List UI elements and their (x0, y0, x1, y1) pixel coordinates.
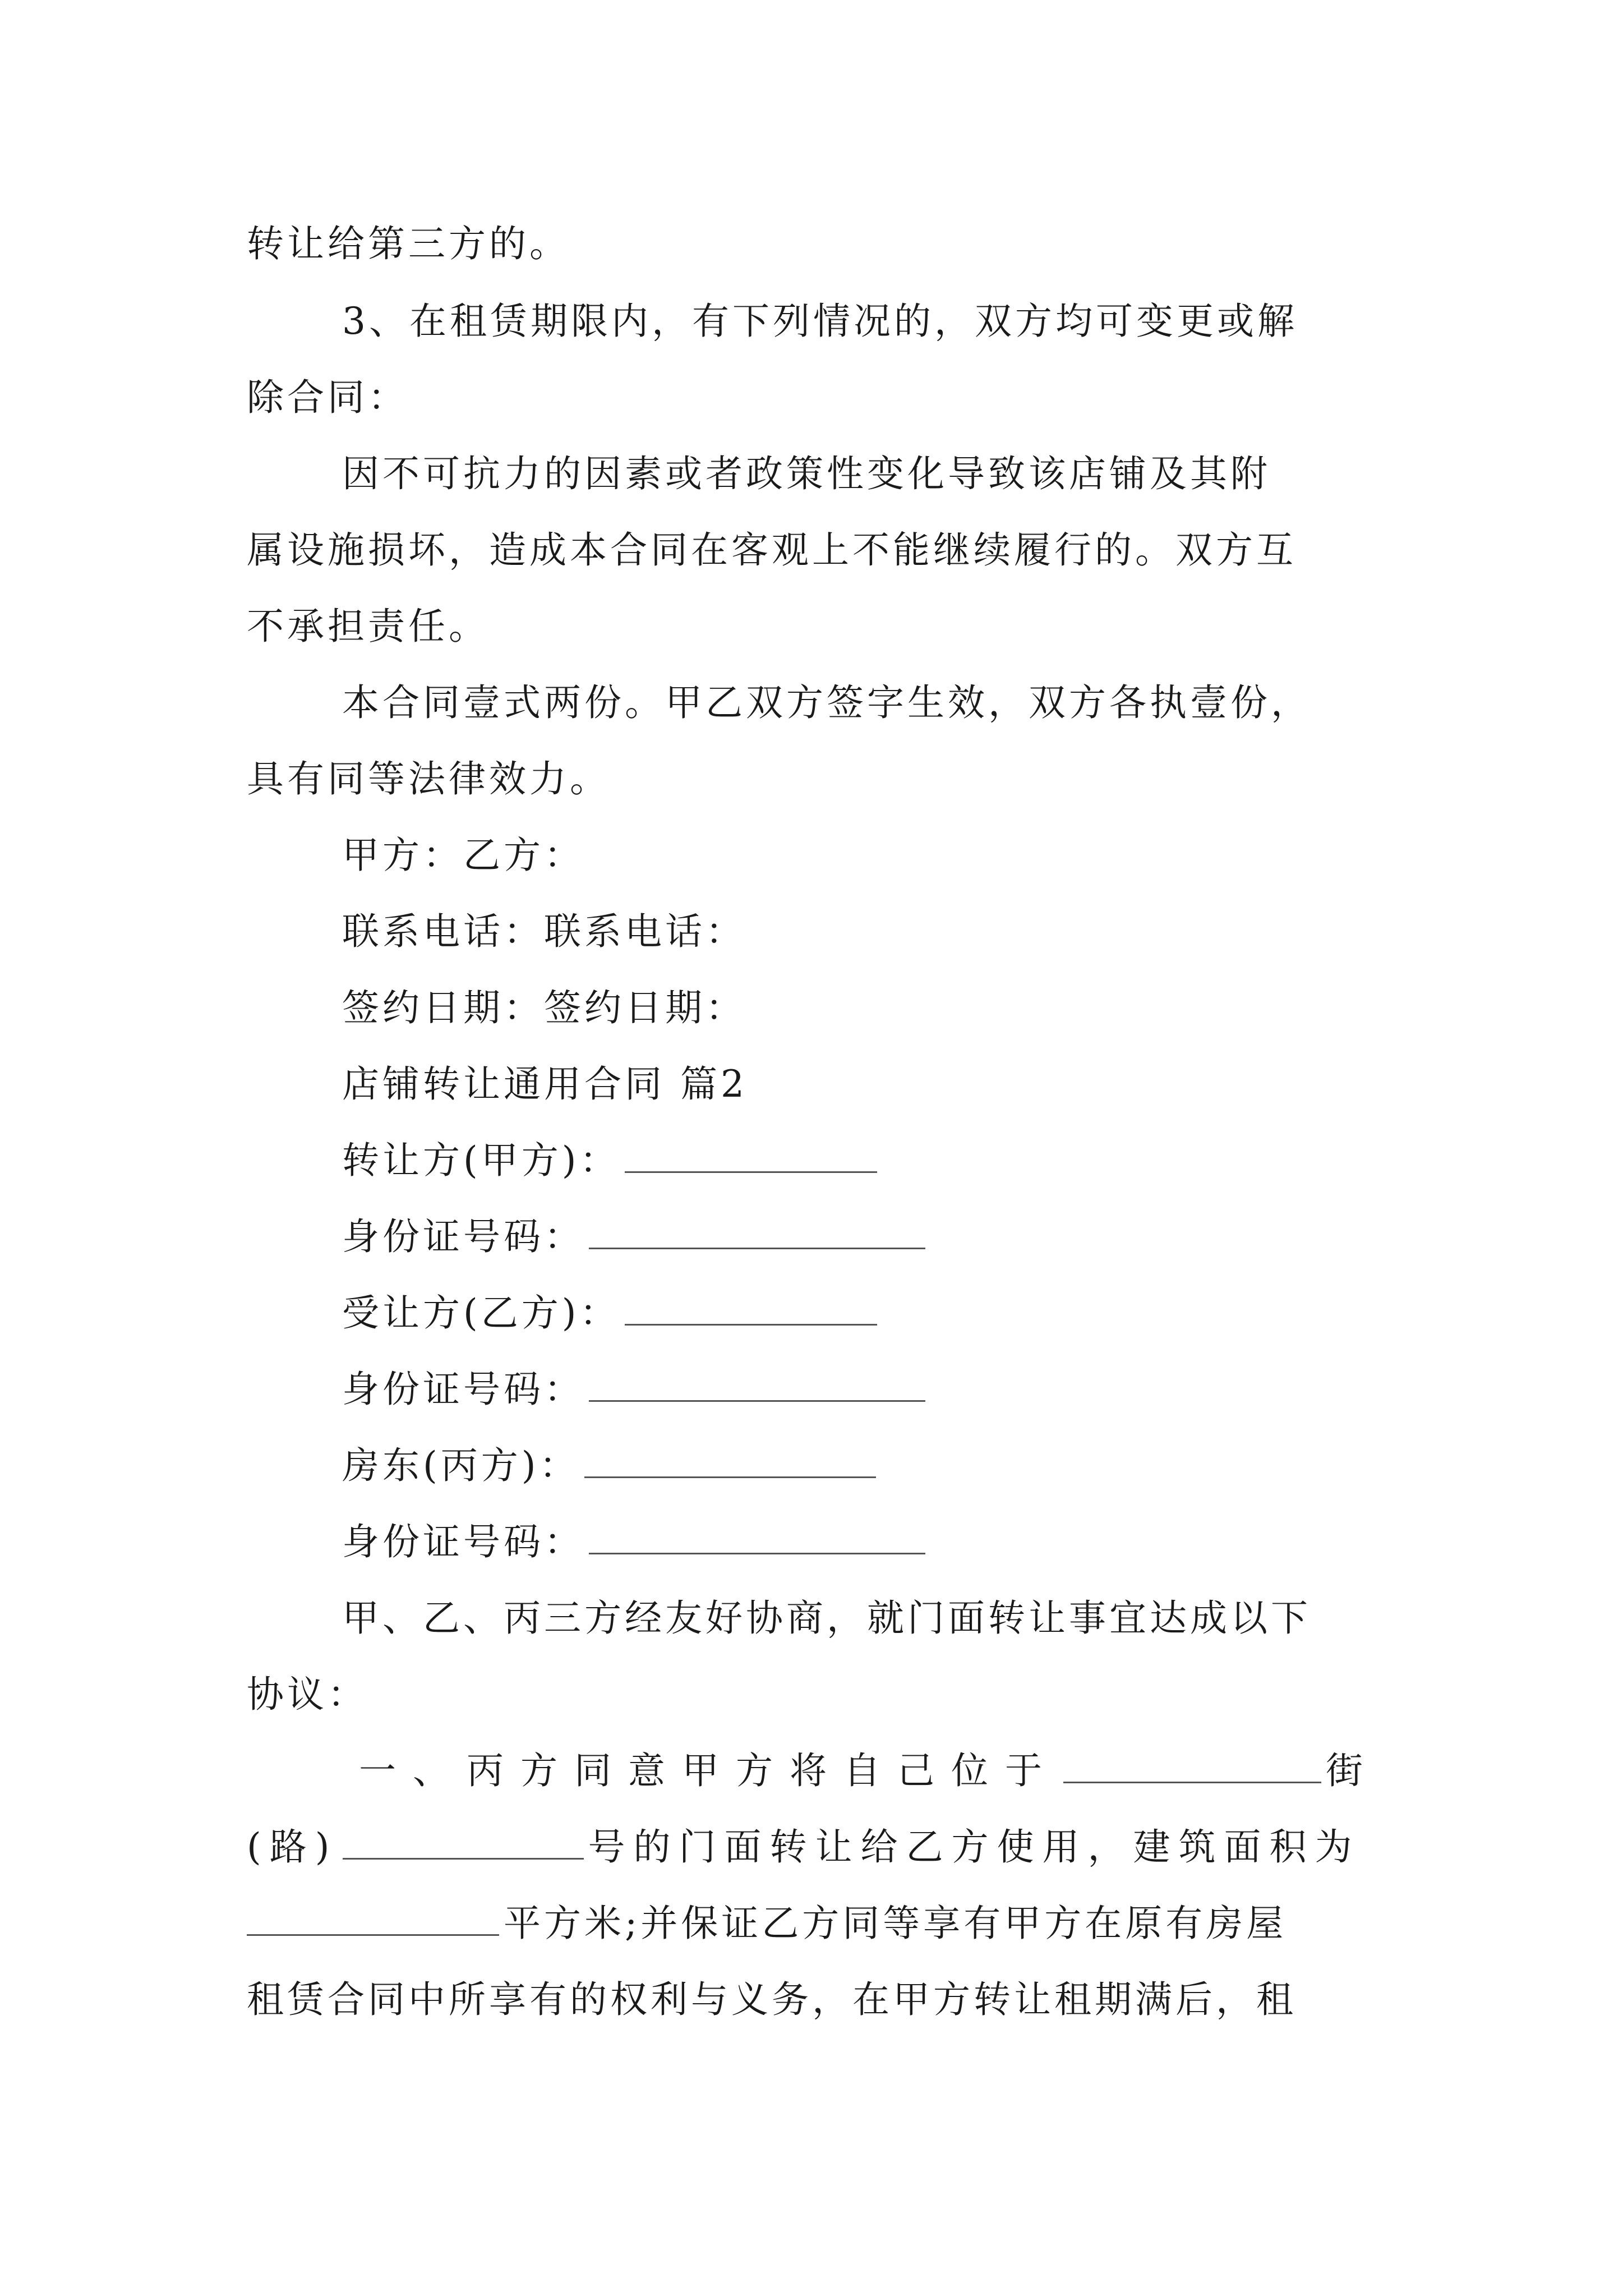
field-id-2 (342, 1368, 930, 1411)
blank-underline (589, 1371, 925, 1402)
field-transferor (342, 1139, 882, 1182)
section-title: 店铺转让通用合同 篇2 (342, 1062, 748, 1106)
clause-line (359, 1749, 1380, 1792)
blank-underline (247, 1905, 499, 1936)
field-label: 房东(丙方)： (342, 1444, 580, 1487)
text-line: 转让给第三方的。 (247, 222, 570, 265)
signature-phone-line: 联系电话：联系电话： (342, 910, 746, 953)
blank-underline (589, 1218, 925, 1249)
field-landlord (342, 1444, 880, 1487)
text-line: 甲、乙、丙三方经友好协商，就门面转让事宜达成以下 (342, 1596, 1311, 1640)
clause-line (247, 1902, 1287, 1945)
blank-underline (1063, 1752, 1321, 1783)
text-line: 除合同： (247, 376, 408, 419)
field-label: 身份证号码： (342, 1215, 584, 1258)
text-line: 具有同等法律效力。 (247, 757, 610, 800)
signature-date-line: 签约日期：签约日期： (342, 986, 746, 1029)
clause-text: 平方米;并保证乙方同等享有甲方在原有房屋 (504, 1902, 1287, 1945)
field-label: 身份证号码： (342, 1368, 584, 1411)
blank-underline (625, 1295, 877, 1326)
field-label: 受让方(乙方)： (342, 1291, 620, 1335)
field-transferee (342, 1291, 882, 1335)
clause-text: (路) (247, 1825, 338, 1869)
text-line: 3、在租赁期限内，有下列情况的，双方均可变更或解 (342, 300, 1298, 343)
field-label: 身份证号码： (342, 1520, 584, 1563)
clause-text: 一、丙方同意甲方将自己位于 (359, 1749, 1059, 1792)
field-id-3 (342, 1520, 930, 1563)
field-id-1 (342, 1215, 930, 1258)
text-line: 属设施损坏，造成本合同在客观上不能继续履行的。双方互 (247, 528, 1297, 572)
clause-line: 租赁合同中所享有的权利与义务，在甲方转让租期满后，租 (247, 1978, 1297, 2021)
blank-underline (589, 1524, 925, 1554)
text-line: 不承担责任。 (247, 605, 489, 648)
blank-underline (584, 1447, 876, 1478)
clause-line (247, 1825, 1361, 1869)
clause-text: 号的门面转让给乙方使用，建筑面积为 (588, 1825, 1361, 1869)
text-line: 本合同壹式两份。甲乙双方签字生效，双方各执壹份， (342, 681, 1311, 724)
text-line: 协议： (247, 1673, 368, 1716)
clause-text: 街 (1326, 1749, 1380, 1792)
blank-underline (343, 1829, 584, 1860)
blank-underline (625, 1142, 877, 1173)
text-line: 因不可抗力的因素或者政策性变化导致该店铺及其附 (342, 452, 1271, 495)
field-label: 转让方(甲方)： (342, 1139, 620, 1182)
signature-party-line: 甲方：乙方： (342, 834, 584, 877)
